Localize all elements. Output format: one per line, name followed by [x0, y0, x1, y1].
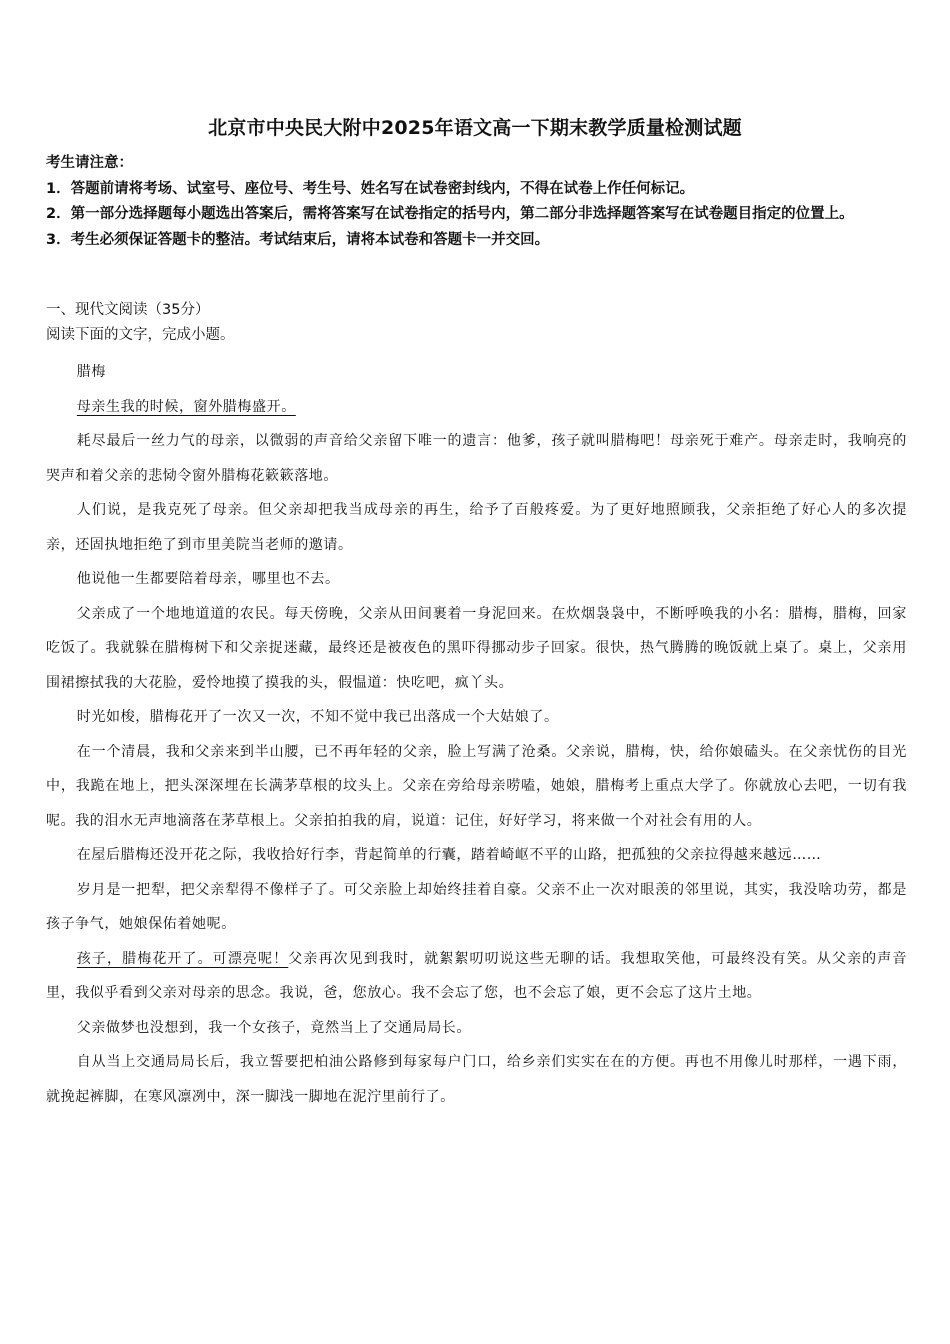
page-title: 北京市中央民大附中2025年语文高一下期末教学质量检测试题 — [208, 117, 742, 139]
article-paragraph — [46, 390, 907, 425]
article-paragraph: 在一个清晨，我和父亲来到半山腰，已不再年轻的父亲，脸上写满了沧桑。父亲说，腊梅，快，给你娘磕头。在父亲忧伤的目光中，我跪在地上，把头深深埋在长满茅草根的坟头上。父亲在旁给母亲唠嗑，她娘，腊梅考上重点大学了。你就放心去吧，一切有我呢。我的泪水无声地滴落在茅草根上。父亲拍拍我的肩，说道：记住，好好学习，将来做一个对社会有用的人。 — [46, 743, 907, 829]
article-paragraph: 人们说，是我克死了母亲。但父亲却把我当成母亲的再生，给予了百般疼爱。为了更好地照顾我，父亲拒绝了好心人的多次提亲，还固执地拒绝了到市里美院当老师的邀请。 — [46, 502, 907, 553]
notice-item: 1．答题前请将考场、试室号、座位号、考生号、姓名写在试卷密封线内，不得在试卷上作任何标记。 — [46, 180, 695, 197]
exam-notice — [46, 151, 906, 253]
article-paragraph: 耗尽最后一丝力气的母亲，以微弱的声音给父亲留下唯一的遗言：他爹，孩子就叫腊梅吧！母亲死于难产。母亲走时，我响亮的哭声和着父亲的悲恸令窗外腊梅花簌簌落地。 — [46, 433, 907, 484]
article-title: 腊梅 — [76, 364, 106, 380]
article-paragraph: 在屋后腊梅还没开花之际，我收拾好行李，背起简单的行囊，踏着崎岖不平的山路，把孤独的父亲拉得越来越远…… — [76, 847, 822, 863]
article-paragraph: 父亲做梦也没想到，我一个女孩子，竟然当上了交通局局长。 — [76, 1019, 471, 1036]
section-instruction: 阅读下面的文字，完成小题。 — [46, 327, 235, 343]
notice-item: 2．第一部分选择题每小题选出答案后，需将答案写在试卷指定的括号内，第二部分非选择题答案写在试卷题目指定的位置上。 — [46, 206, 854, 222]
section-header — [46, 298, 906, 348]
notice-heading: 考生请注意： — [46, 155, 133, 171]
notice-item: 3．考生必须保证答题卡的整洁。考试结束后，请将本试卷和答题卡一并交回。 — [46, 231, 550, 248]
article-paragraph: 岁月是一把犁，把父亲犁得不像样子了。可父亲脸上却始终挂着自豪。父亲不止一次对眼羡的邻里说，其实，我没啥功劳，都是孩子争气，她娘保佑着她呢。 — [46, 881, 907, 932]
paragraph-text: 父亲再次见到我时，就絮絮叨叨说这些无聊的话。我想取笑他，可最终没有笑。从父亲的声音里，我似乎看到父亲对母亲的思念。我说，爸，您放心。我不会忘了您，也不会忘了娘，更不会忘了这片土地。 — [46, 950, 907, 1001]
article-paragraph: 父亲成了一个地地道道的农民。每天傍晚，父亲从田间裹着一身泥回来。在炊烟袅袅中，不断呼唤我的小名：腊梅，腊梅，回家吃饭了。我就躲在腊梅树下和父亲捉迷藏，最终还是被夜色的黑吓得挪动步子回家。很快，热气腾腾的晚饭就上桌了。桌上，父亲用围裙擦拭我的大花脸，爱怜地摸了摸我的头，假愠道：快吃吧，疯丫头。 — [46, 605, 907, 691]
article-paragraph: 自从当上交通局局长后，我立誓要把柏油公路修到每家每户门口，给乡亲们实实在在的方便。再也不用像儿时那样，一遇下雨，就挽起裤脚，在寒风凛冽中，深一脚浅一脚地在泥泞里前行了。 — [46, 1054, 907, 1105]
underlined-sentence: 母亲生我的时候，窗外腊梅盛开。 — [76, 398, 296, 415]
article-paragraph — [46, 942, 907, 1011]
section-heading: 一、现代文阅读（35分） — [46, 302, 210, 318]
article-paragraph: 时光如梭，腊梅花开了一次又一次，不知不觉中我已出落成一个大姑娘了。 — [76, 709, 559, 725]
underlined-sentence: 孩子，腊梅花开了。可漂亮呢！ — [76, 950, 289, 967]
article-paragraph: 他说他一生都要陪着母亲，哪里也不去。 — [76, 571, 340, 587]
article-body — [46, 355, 907, 1114]
